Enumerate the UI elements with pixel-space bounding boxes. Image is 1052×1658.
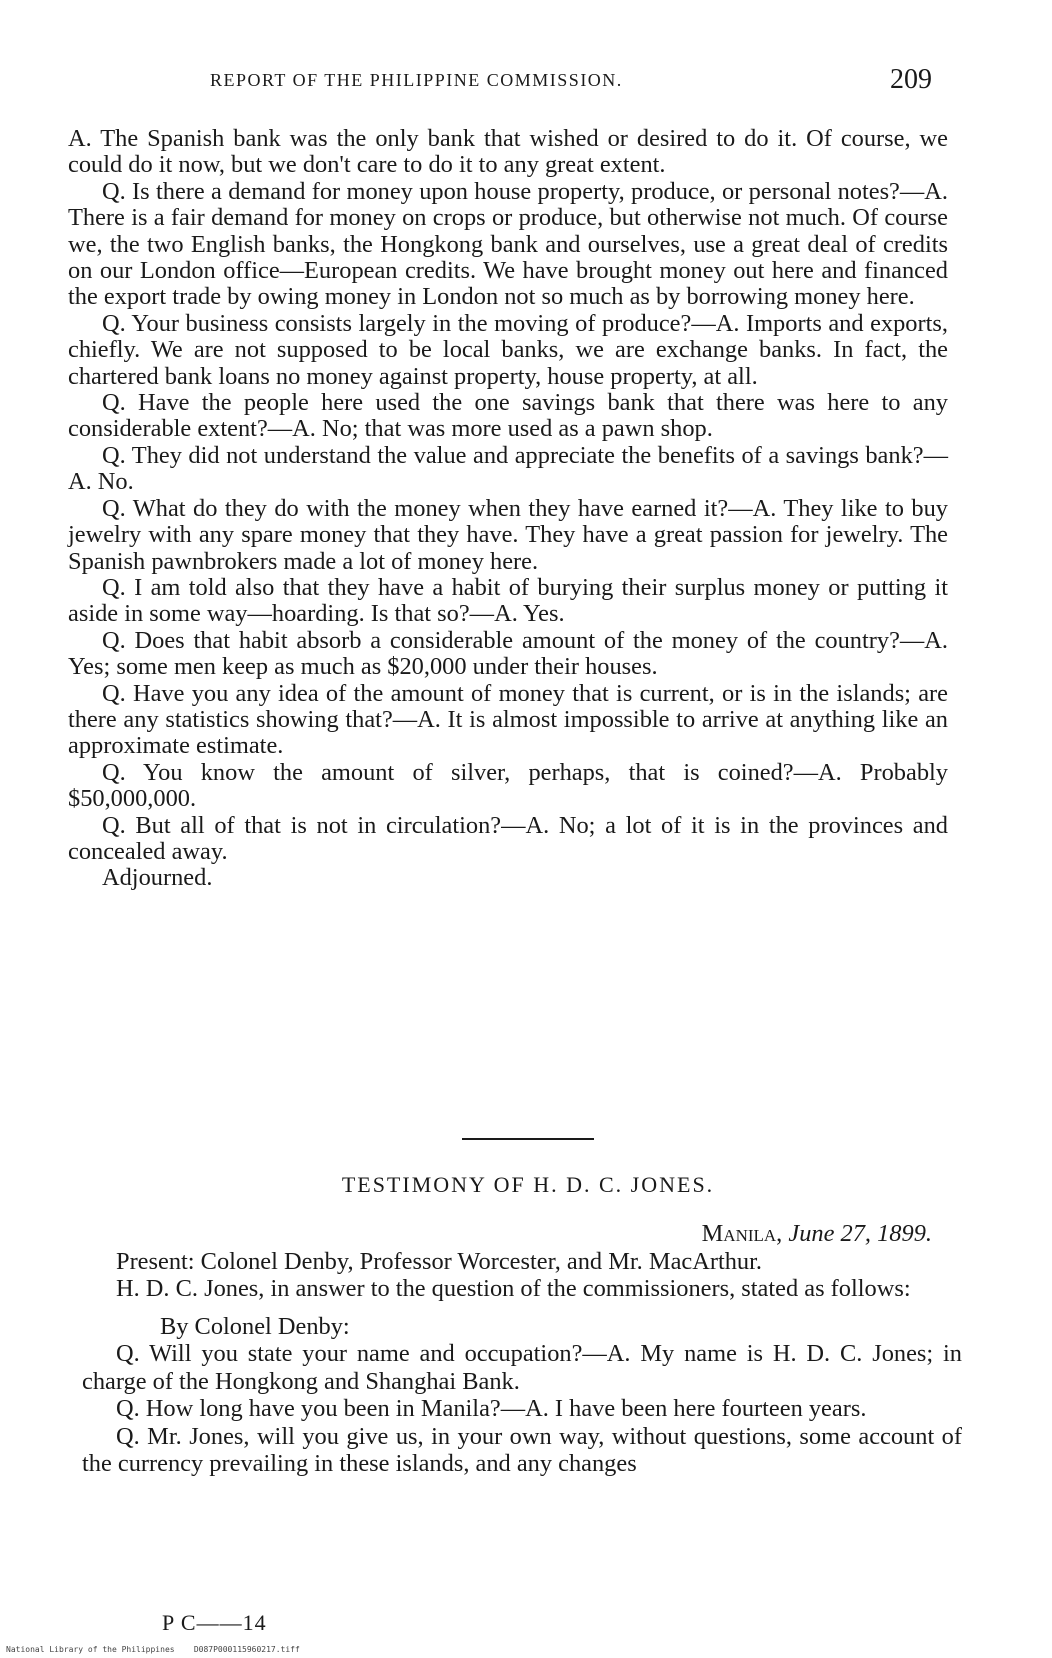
paragraph: Q. I am told also that they have a habit of burying their surplus money or putting it aside in some way—hoarding. Is that so?—A. Yes. — [68, 573, 948, 628]
paragraph: A. The Spanish bank was the only bank that wished or desired to do it. Of course, we could do it now, but we don't care to do it to any great extent. — [68, 125, 948, 179]
paragraph: Q. Have the people here used the one savings bank that there was here to any considerable extent?—A. No; that was more used as a pawn shop. — [68, 389, 948, 443]
adjourned-note: Adjourned. — [102, 864, 213, 892]
paragraph: Q. Is there a demand for money upon house property, produce, or personal notes?—A. There is a fair demand for money on crops or produce, but otherwise not much. Of course we, the two English banks, the Hongkong bank and ourselves, use a great deal of credits on our London office—European credits. We have brought money out here and financed the export trade by owing money in London not so much as by borrowing money here. — [68, 177, 948, 311]
examiner-line: By Colonel Denby: — [160, 1312, 350, 1340]
section-divider — [462, 1138, 594, 1140]
qa-paragraph: Q. Will you state your name and occupation?—A. My name is H. D. C. Jones; in charge of the Hongkong and Shanghai Bank. — [82, 1340, 962, 1395]
signature-mark: P C——14 — [162, 1610, 267, 1635]
intro-paragraph: H. D. C. Jones, in answer to the question of the commissioners, stated as follows: — [116, 1275, 911, 1302]
scan-footer: National Library of the Philippines D087P000115960217.tiff — [6, 1645, 300, 1654]
testimony-continued — [68, 126, 948, 892]
dateline-date: June 27, 1899. — [788, 1220, 932, 1247]
running-title: REPORT OF THE PHILIPPINE COMMISSION. — [210, 70, 623, 90]
paragraph: Q. Your business consists largely in the moving of produce?—A. Imports and exports, chiefly. We are not supposed to be local banks, we are exchange banks. In fact, the chartered bank loans no money against property, house property, at all. — [68, 309, 948, 390]
paragraph: Q. What do they do with the money when they have earned it?—A. They like to buy jewelry with any spare money that they have. They have a great passion for jewelry. The Spanish pawnbrokers made a lot of money here. — [68, 494, 948, 575]
dateline — [82, 1220, 962, 1248]
paragraph: Q. Does that habit absorb a considerable amount of the money of the country?—A. Yes; some men keep as much as $20,000 under their houses. — [68, 626, 948, 681]
qa-paragraph: Q. How long have you been in Manila?—A. I have been here fourteen years. — [116, 1395, 867, 1422]
present-line: Present: Colonel Denby, Professor Worcester, and Mr. MacArthur. — [116, 1247, 762, 1275]
paragraph: Q. They did not understand the value and appreciate the benefits of a savings bank?—A. No. — [68, 441, 948, 496]
section-title: TESTIMONY OF H. D. C. JONES. — [341, 1172, 715, 1197]
page-number: 209 — [890, 64, 932, 95]
paragraph: Q. Have you any idea of the amount of money that is current, or is in the islands; are there any statistics showing that?—A. It is almost impossible to arrive at anything like an approximate estimate. — [68, 679, 948, 760]
testimony-section — [82, 1220, 962, 1478]
paragraph: Q. You know the amount of silver, perhaps, that is coined?—A. Probably $50,000,000. — [68, 758, 948, 813]
dateline-place: Manila, — [701, 1220, 783, 1247]
qa-paragraph: Q. Mr. Jones, will you give us, in your own way, without questions, some account of the currency prevailing in these islands, and any changes — [82, 1422, 962, 1477]
paragraph: Q. But all of that is not in circulation?—A. No; a lot of it is in the provinces and concealed away. — [68, 811, 948, 865]
